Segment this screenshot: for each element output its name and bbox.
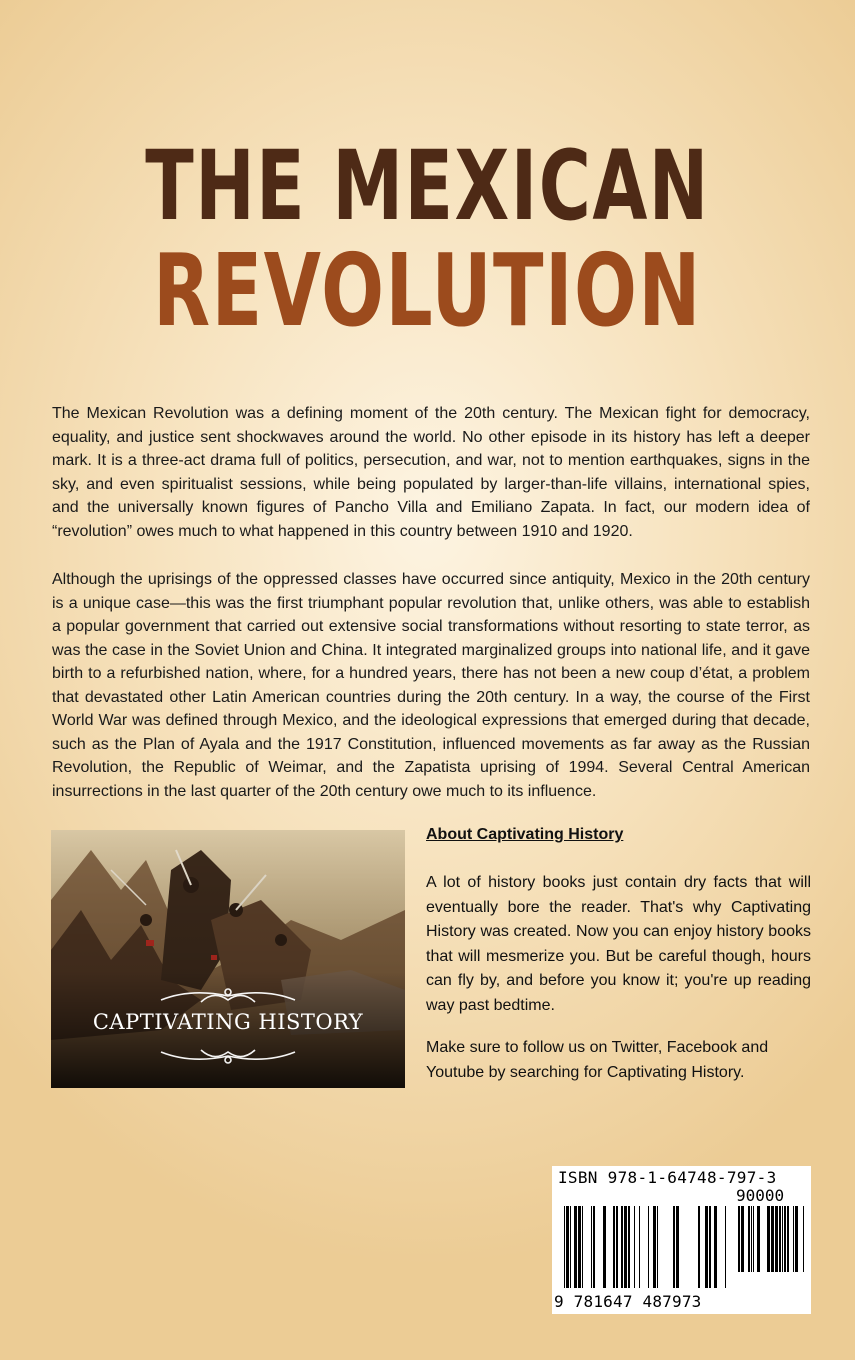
barcode-bar	[564, 1206, 565, 1288]
barcode-bar	[782, 1206, 783, 1272]
isbn-barcode	[552, 1166, 811, 1314]
barcode-bar	[779, 1206, 781, 1272]
barcode-bar	[591, 1206, 592, 1288]
barcode-bar	[795, 1206, 798, 1272]
barcode-bar	[738, 1206, 740, 1272]
description-paragraph-2: Although the uprisings of the oppressed classes have occurred since antiquity, Mexico in the 20th century is a unique case—this was the first triumphant popular revolution that, unlike others, was able to establish a popular government that carried out extensive social transformations without resorting to state terror, as was the case in the Soviet Union and China. It integrated marginalized groups into national life, and it gave birth to a refurbished nation, where, for a hundred years, there has not been a new coup d’état, a problem that devastated other Latin American countries during the 20th century. In a way, the course of the First World War was defined through Mexico, and the ideological expressions that emerged during that decade, such as the Plan of Ayala and the 1917 Constitution, influenced movements as far away as the Russian Revolution, the Republic of Weimar, and the Zapatista uprising of 1994. Several Central American insurrections in the last quarter of the 20th century owe much to its influence.	[52, 571, 810, 800]
barcode-bar	[574, 1206, 577, 1288]
barcode-bar	[613, 1206, 615, 1288]
barcode-bar	[566, 1206, 569, 1288]
barcode-bar	[676, 1206, 679, 1288]
barcode-bars	[558, 1206, 806, 1292]
barcode-bar	[751, 1206, 752, 1272]
barcode-bar	[753, 1206, 754, 1272]
description-paragraph-1: The Mexican Revolution was a defining moment of the 20th century. The Mexican fight for democracy, equality, and justice sent shockwaves around the world. No other episode in its history has left a deeper mark. It is a three-act drama full of politics, persecution, and war, not to mention earthquakes, signs in the sky, and even spiritualist sessions, while being populated by larger-than-life villains, international spies, and the universally known figures of Pancho Villa and Emiliano Zapata. In fact, our modern idea of “revolution” owes much to what happened in this country between 1910 and 1920.	[52, 405, 810, 540]
battle-painting-logo	[51, 830, 405, 1088]
barcode-bar	[775, 1206, 778, 1272]
title-line-1: THE MEXICAN	[145, 130, 710, 242]
barcode-bar	[621, 1206, 623, 1288]
barcode-bar	[653, 1206, 656, 1288]
barcode-bar	[639, 1206, 640, 1288]
barcode-bar	[757, 1206, 760, 1272]
barcode-bar	[725, 1206, 726, 1288]
barcode-bar	[705, 1206, 708, 1288]
isbn-text: ISBN 978-1-64748-797-3	[558, 1168, 777, 1187]
barcode-bar	[748, 1206, 750, 1272]
about-heading: About Captivating History	[426, 826, 624, 843]
battle-scene-illustration	[51, 830, 405, 1088]
barcode-bar	[578, 1206, 581, 1288]
barcode-bar	[784, 1206, 786, 1272]
barcode-bar	[628, 1206, 630, 1288]
title-line-2: REVOLUTION	[153, 232, 702, 349]
barcode-bar	[634, 1206, 635, 1288]
barcode-bar	[673, 1206, 675, 1288]
barcode-bar	[582, 1206, 583, 1288]
barcode-bar	[714, 1206, 717, 1288]
barcode-bar	[709, 1206, 711, 1288]
price-code: 90000	[736, 1186, 785, 1205]
barcode-bar	[648, 1206, 649, 1288]
barcode-bar	[793, 1206, 794, 1272]
barcode-bar	[767, 1206, 770, 1272]
barcode-bar	[657, 1206, 658, 1288]
barcode-bar	[603, 1206, 606, 1288]
barcode-bar	[698, 1206, 700, 1288]
barcode-bar	[787, 1206, 789, 1272]
barcode-bar	[616, 1206, 618, 1288]
barcode-bar	[771, 1206, 774, 1272]
about-paragraph-2: Make sure to follow us on Twitter, Facebook and Youtube by searching for Captivating History.	[426, 1039, 769, 1081]
barcode-bar	[593, 1206, 595, 1288]
barcode-bar	[624, 1206, 627, 1288]
barcode-bar	[570, 1206, 571, 1288]
about-paragraph-1: A lot of history books just contain dry facts that will eventually bore the reader. That's why Captivating History was created. Now you can enjoy history books that will mesmerize you. But be careful though, hours can fly by, and before you know it; you're up reading way past bedtime.	[426, 874, 811, 1014]
barcode-bar	[803, 1206, 804, 1272]
ean-digits: 9 781647 487973	[554, 1292, 702, 1311]
publisher-logo-text: CAPTIVATING HISTORY	[92, 1010, 364, 1034]
barcode-bar	[741, 1206, 744, 1272]
